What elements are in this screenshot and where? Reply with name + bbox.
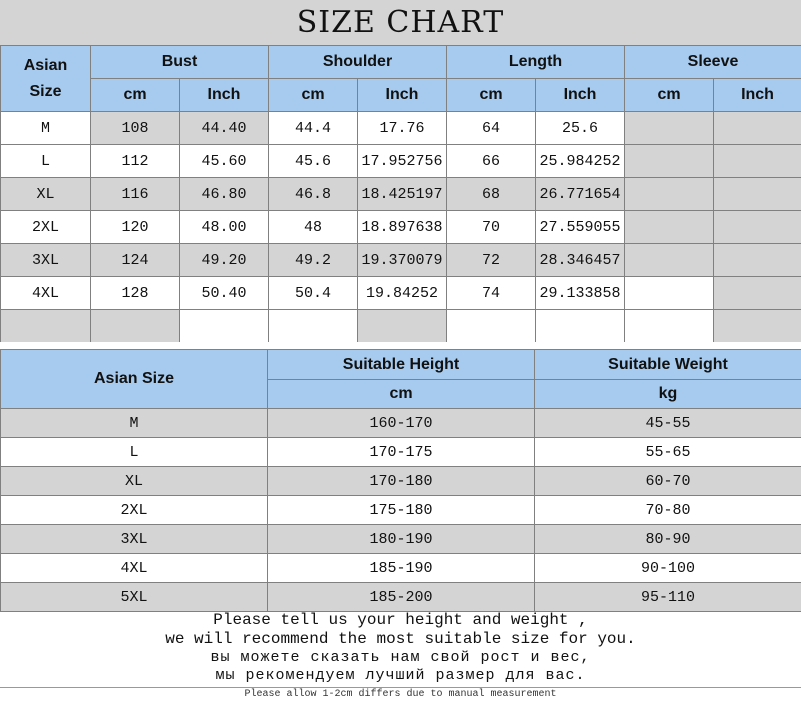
shoulder-cm-cell: 49.2 — [269, 244, 358, 277]
bust-cm-cell: 108 — [91, 112, 180, 145]
length-inch-cell: 25.6 — [536, 112, 625, 145]
table-row — [1, 211, 801, 244]
length-inch-cell: 29.133858 — [536, 277, 625, 310]
sleeve-cm-cell — [625, 310, 714, 343]
sleeve-inch-cell — [714, 145, 801, 178]
shoulder-cm-cell: 46.8 — [269, 178, 358, 211]
table-gap — [0, 342, 801, 349]
bust-header: Bust — [91, 46, 269, 79]
size-cell: XL — [1, 178, 91, 211]
sleeve-inch-cell — [714, 211, 801, 244]
length-inch-cell: 26.771654 — [536, 178, 625, 211]
shoulder-inch-cell: 19.370079 — [358, 244, 447, 277]
height-cell: 160-170 — [268, 409, 535, 438]
length-inch-cell: 25.984252 — [536, 145, 625, 178]
size-cell — [1, 310, 91, 343]
shoulder-cm-cell — [269, 310, 358, 343]
unit-header: Inch — [714, 79, 801, 112]
sleeve-cm-cell — [625, 178, 714, 211]
weight-unit: kg — [535, 380, 801, 409]
sleeve-cm-cell — [625, 277, 714, 310]
bust-cm-cell: 124 — [91, 244, 180, 277]
size-cell: M — [1, 409, 268, 438]
measurement-table — [0, 45, 801, 343]
size-header: Asian Size — [1, 46, 91, 112]
bust-cm-cell: 116 — [91, 178, 180, 211]
size-cell: 4XL — [1, 554, 268, 583]
fit-table — [0, 349, 801, 612]
size-header: Asian Size — [1, 350, 268, 409]
length-inch-cell: 27.559055 — [536, 211, 625, 244]
weight-cell: 80-90 — [535, 525, 801, 554]
shoulder-inch-cell: 17.76 — [358, 112, 447, 145]
table-row — [1, 525, 801, 554]
table-row — [1, 145, 801, 178]
height-cell: 170-175 — [268, 438, 535, 467]
note-en-line-1: Please tell us your height and weight , — [213, 611, 588, 629]
chart-title: SIZE CHART — [0, 0, 801, 46]
unit-header: cm — [91, 79, 180, 112]
length-cm-cell: 74 — [447, 277, 536, 310]
sleeve-cm-cell — [625, 244, 714, 277]
shoulder-header: Shoulder — [269, 46, 447, 79]
length-cm-cell: 64 — [447, 112, 536, 145]
weight-cell: 70-80 — [535, 496, 801, 525]
shoulder-inch-cell: 17.952756 — [358, 145, 447, 178]
unit-header: cm — [625, 79, 714, 112]
table-row — [1, 438, 801, 467]
sleeve-cm-cell — [625, 112, 714, 145]
table-row — [1, 554, 801, 583]
note-ru-line-2: мы рекомендуем лучший размер для вас. — [215, 667, 586, 684]
shoulder-inch-cell: 19.84252 — [358, 277, 447, 310]
table-row — [1, 467, 801, 496]
sleeve-cm-cell — [625, 145, 714, 178]
notes — [0, 611, 801, 702]
unit-header: Inch — [536, 79, 625, 112]
table-row — [1, 277, 801, 310]
length-cm-cell: 66 — [447, 145, 536, 178]
length-cm-cell: 68 — [447, 178, 536, 211]
unit-header: cm — [447, 79, 536, 112]
shoulder-cm-cell: 50.4 — [269, 277, 358, 310]
shoulder-cm-cell: 48 — [269, 211, 358, 244]
unit-header: Inch — [358, 79, 447, 112]
weight-cell: 95-110 — [535, 583, 801, 612]
weight-cell: 45-55 — [535, 409, 801, 438]
height-header: Suitable Height — [268, 350, 535, 380]
table-row — [1, 178, 801, 211]
bust-cm-cell: 120 — [91, 211, 180, 244]
length-inch-cell: 28.346457 — [536, 244, 625, 277]
sleeve-inch-cell — [714, 244, 801, 277]
bust-inch-cell: 44.40 — [180, 112, 269, 145]
sleeve-inch-cell — [714, 112, 801, 145]
height-cell: 170-180 — [268, 467, 535, 496]
bust-inch-cell: 48.00 — [180, 211, 269, 244]
shoulder-cm-cell: 44.4 — [269, 112, 358, 145]
sleeve-inch-cell — [714, 178, 801, 211]
table-row — [1, 112, 801, 145]
size-cell: L — [1, 438, 268, 467]
shoulder-inch-cell — [358, 310, 447, 343]
bust-inch-cell: 49.20 — [180, 244, 269, 277]
size-cell: 4XL — [1, 277, 91, 310]
length-cm-cell: 72 — [447, 244, 536, 277]
shoulder-inch-cell: 18.425197 — [358, 178, 447, 211]
sleeve-inch-cell — [714, 310, 801, 343]
table-row-empty — [1, 310, 801, 343]
size-cell: 2XL — [1, 211, 91, 244]
size-cell: 2XL — [1, 496, 268, 525]
table-row — [1, 244, 801, 277]
length-cm-cell: 70 — [447, 211, 536, 244]
bust-cm-cell — [91, 310, 180, 343]
bust-cm-cell: 128 — [91, 277, 180, 310]
height-unit: cm — [268, 380, 535, 409]
height-cell: 175-180 — [268, 496, 535, 525]
weight-cell: 55-65 — [535, 438, 801, 467]
height-cell: 180-190 — [268, 525, 535, 554]
bust-inch-cell — [180, 310, 269, 343]
table-row — [1, 409, 801, 438]
sleeve-header: Sleeve — [625, 46, 801, 79]
height-cell: 185-190 — [268, 554, 535, 583]
weight-cell: 90-100 — [535, 554, 801, 583]
sleeve-inch-cell — [714, 277, 801, 310]
note-ru-line-1: вы можете сказать нам свой рост и вес, — [210, 649, 591, 666]
shoulder-inch-cell: 18.897638 — [358, 211, 447, 244]
length-cm-cell — [447, 310, 536, 343]
table-row — [1, 496, 801, 525]
bust-inch-cell: 46.80 — [180, 178, 269, 211]
size-cell: 5XL — [1, 583, 268, 612]
weight-cell: 60-70 — [535, 467, 801, 496]
sleeve-cm-cell — [625, 211, 714, 244]
shoulder-cm-cell: 45.6 — [269, 145, 358, 178]
table-row — [1, 583, 801, 612]
length-inch-cell — [536, 310, 625, 343]
bust-cm-cell: 112 — [91, 145, 180, 178]
height-cell: 185-200 — [268, 583, 535, 612]
bust-inch-cell: 45.60 — [180, 145, 269, 178]
size-cell: 3XL — [1, 244, 91, 277]
size-cell: L — [1, 145, 91, 178]
unit-header: cm — [269, 79, 358, 112]
size-cell: XL — [1, 467, 268, 496]
length-header: Length — [447, 46, 625, 79]
measurement-disclaimer: Please allow 1-2cm differs due to manual measurement — [0, 687, 801, 702]
bust-inch-cell: 50.40 — [180, 277, 269, 310]
size-cell: 3XL — [1, 525, 268, 554]
size-cell: M — [1, 112, 91, 145]
weight-header: Suitable Weight — [535, 350, 801, 380]
note-en-line-2: we will recommend the most suitable size for you. — [165, 630, 636, 648]
unit-header: Inch — [180, 79, 269, 112]
